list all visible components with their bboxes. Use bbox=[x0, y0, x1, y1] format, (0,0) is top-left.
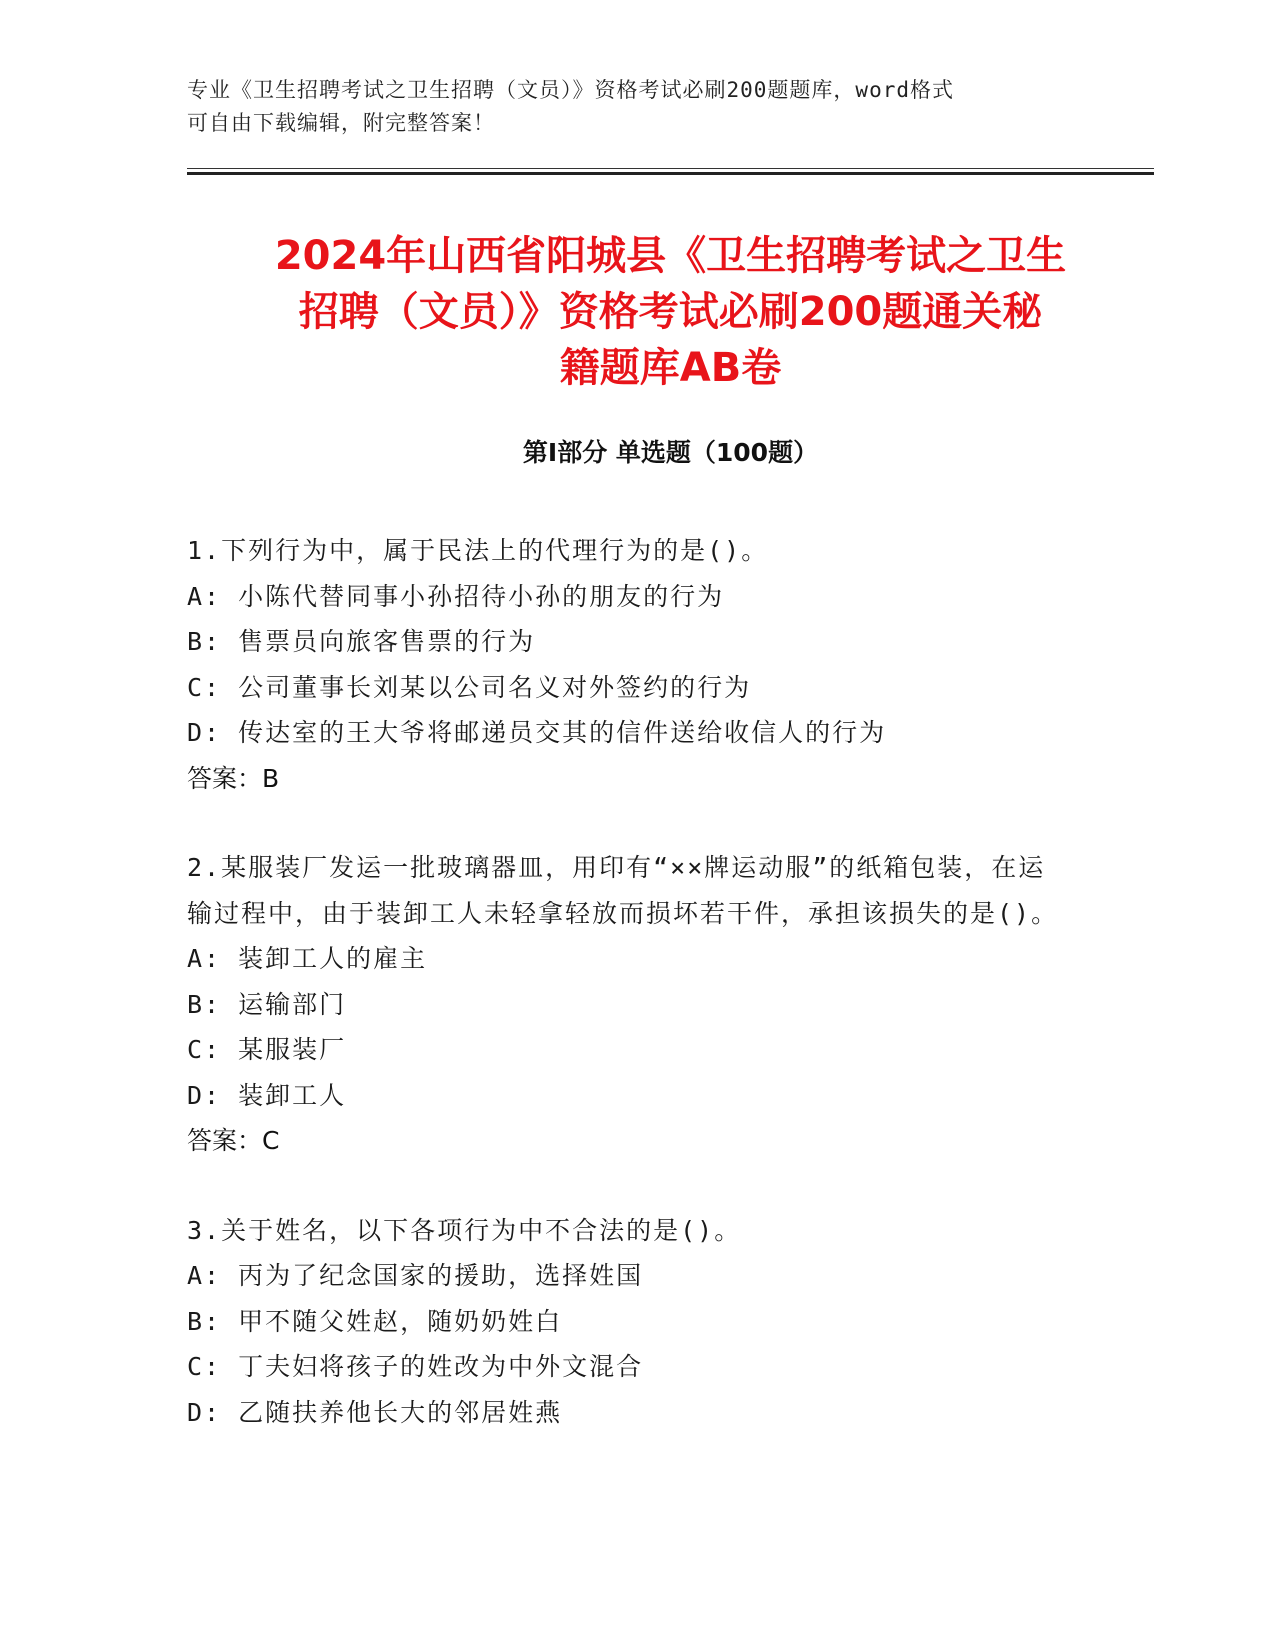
question-stem: 1.下列行为中，属于民法上的代理行为的是()。 bbox=[187, 536, 769, 565]
question-item bbox=[187, 1208, 1067, 1436]
option-a: A: 小陈代替同事小孙招待小孙的朋友的行为 bbox=[187, 581, 725, 611]
option-b: B: 甲不随父姓赵，随奶奶姓白 bbox=[187, 1306, 563, 1336]
header-note-line-1: 专业《卫生招聘考试之卫生招聘（文员）》资格考试必刷200题题库，word格式 bbox=[187, 78, 954, 102]
option-a: A: 装卸工人的雇主 bbox=[187, 944, 428, 973]
header-note bbox=[187, 74, 1077, 140]
option-a: A: 丙为了纪念国家的援助，选择姓国 bbox=[187, 1261, 644, 1290]
option-c: C: 丁夫妇将孩子的姓改为中外文混合 bbox=[187, 1352, 644, 1381]
section-heading: 第Ⅰ部分 单选题（100题） bbox=[522, 438, 819, 467]
header-note-line-2: 可自由下载编辑，附完整答案！ bbox=[187, 111, 495, 135]
option-d: D: 传达室的王大爷将邮递员交其的信件送给收信人的行为 bbox=[187, 718, 887, 747]
option-b: B: 运输部门 bbox=[187, 989, 347, 1019]
question-item bbox=[187, 845, 1067, 1164]
header-rule-thin bbox=[187, 168, 1154, 169]
option-c: C: 某服装厂 bbox=[187, 1035, 347, 1064]
answer-label: 答案：B bbox=[187, 763, 280, 793]
question-item bbox=[187, 528, 1067, 801]
document-title bbox=[187, 228, 1154, 396]
option-d: D: 乙随扶养他长大的邻居姓燕 bbox=[187, 1397, 563, 1427]
title-line-2: 招聘（文员）》资格考试必刷200题通关秘 bbox=[298, 289, 1043, 335]
option-b: B: 售票员向旅客售票的行为 bbox=[187, 627, 536, 656]
title-line-3: 籍题库AB卷 bbox=[559, 345, 782, 391]
title-line-1: 2024年山西省阳城县《卫生招聘考试之卫生 bbox=[274, 233, 1067, 279]
header-rule-thick bbox=[187, 172, 1154, 175]
question-stem: 3.关于姓名，以下各项行为中不合法的是()。 bbox=[187, 1215, 742, 1245]
question-stem: 2.某服装厂发运一批玻璃器皿，用印有“××牌运动服”的纸箱包装，在运输过程中，由于装卸工人未轻拿轻放而损坏若干件，承担该损失的是()。 bbox=[187, 853, 1059, 928]
option-d: D: 装卸工人 bbox=[187, 1080, 347, 1110]
answer-label: 答案：C bbox=[187, 1126, 280, 1155]
question-list bbox=[187, 528, 1067, 1479]
option-c: C: 公司董事长刘某以公司名义对外签约的行为 bbox=[187, 672, 752, 702]
